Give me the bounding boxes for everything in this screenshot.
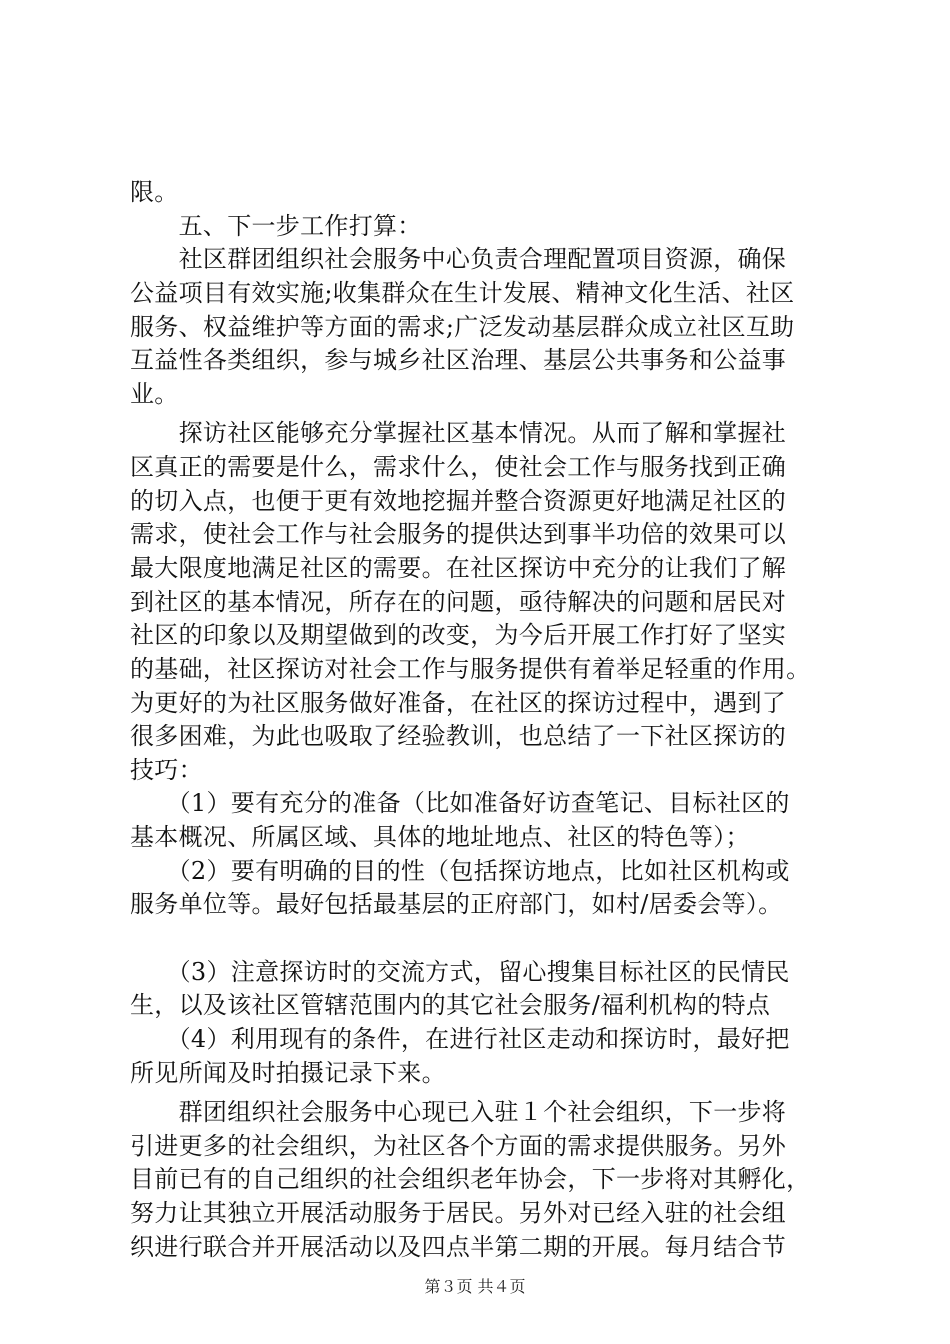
text-line: 基本概况、所属区域、具体的地址地点、社区的特色等）； xyxy=(130,823,750,851)
text-line: 的切入点，也便于更有效地挖掘并整合资源更好地满足社区的 xyxy=(130,487,787,515)
text-line: 探访社区能够充分掌握社区基本情况。从而了解和掌握社 xyxy=(130,419,787,447)
text-line: 限。 xyxy=(130,178,179,206)
text-line: 互益性各类组织，参与城乡社区治理、基层公共事务和公益事 xyxy=(130,346,787,374)
text-line: 很多困难，为此也吸取了经验教训，也总结了一下社区探访的 xyxy=(130,722,787,750)
text-line: 公益项目有效实施;收集群众在生计发展、精神文化生活、社区 xyxy=(130,279,795,307)
text-line: （3）注意探访时的交流方式，留心搜集目标社区的民情民 xyxy=(130,958,790,986)
text-line: 技巧： xyxy=(130,756,203,784)
text-line: 业。 xyxy=(130,380,179,408)
text-line: 需求，使社会工作与社会服务的提供达到事半功倍的效果可以 xyxy=(130,520,787,548)
text-line: （2）要有明确的目的性（包括探访地点，比如社区机构或 xyxy=(130,857,790,885)
text-line: 群团组织社会服务中心现已入驻１个社会组织，下一步将 xyxy=(130,1098,787,1126)
text-line: （1）要有充分的准备（比如准备好访查笔记、目标社区的 xyxy=(130,789,790,817)
text-line: 为更好的为社区服务做好准备，在社区的探访过程中，遇到了 xyxy=(130,689,787,717)
text-line: 织进行联合并开展活动以及四点半第二期的开展。每月结合节 xyxy=(130,1233,787,1261)
page-footer: 第３页 共４页 xyxy=(424,1277,526,1296)
text-line: 目前已有的自己组织的社会组织老年协会，下一步将对其孵化， xyxy=(130,1165,811,1193)
text-line: 社区的印象以及期望做到的改变，为今后开展工作打好了坚实 xyxy=(130,621,787,649)
text-line: （4）利用现有的条件，在进行社区走动和探访时，最好把 xyxy=(130,1025,790,1053)
text-line: 服务、权益维护等方面的需求;广泛发动基层群众成立社区互助 xyxy=(130,313,795,341)
text-line: 所见所闻及时拍摄记录下来。 xyxy=(130,1059,446,1087)
text-line: 服务单位等。最好包括最基层的正府部门，如村/居委会等）。 xyxy=(130,890,783,918)
text-line: 的基础，社区探访对社会工作与服务提供有着举足轻重的作用。 xyxy=(130,655,811,683)
text-line: 区真正的需要是什么，需求什么，使社会工作与服务找到正确 xyxy=(130,453,787,481)
text-line: 努力让其独立开展活动服务于居民。另外对已经入驻的社会组 xyxy=(130,1199,787,1227)
text-line: 社区群团组织社会服务中心负责合理配置项目资源，确保 xyxy=(130,245,787,273)
text-line: 最大限度地满足社区的需要。在社区探访中充分的让我们了解 xyxy=(130,554,787,582)
text-line: 生，以及该社区管辖范围内的其它社会服务/福利机构的特点 xyxy=(130,991,771,1019)
text-line: 五、下一步工作打算： xyxy=(130,212,422,240)
text-line: 到社区的基本情况，所存在的问题，亟待解决的问题和居民对 xyxy=(130,588,787,616)
text-line: 引进更多的社会组织，为社区各个方面的需求提供服务。另外 xyxy=(130,1132,787,1160)
